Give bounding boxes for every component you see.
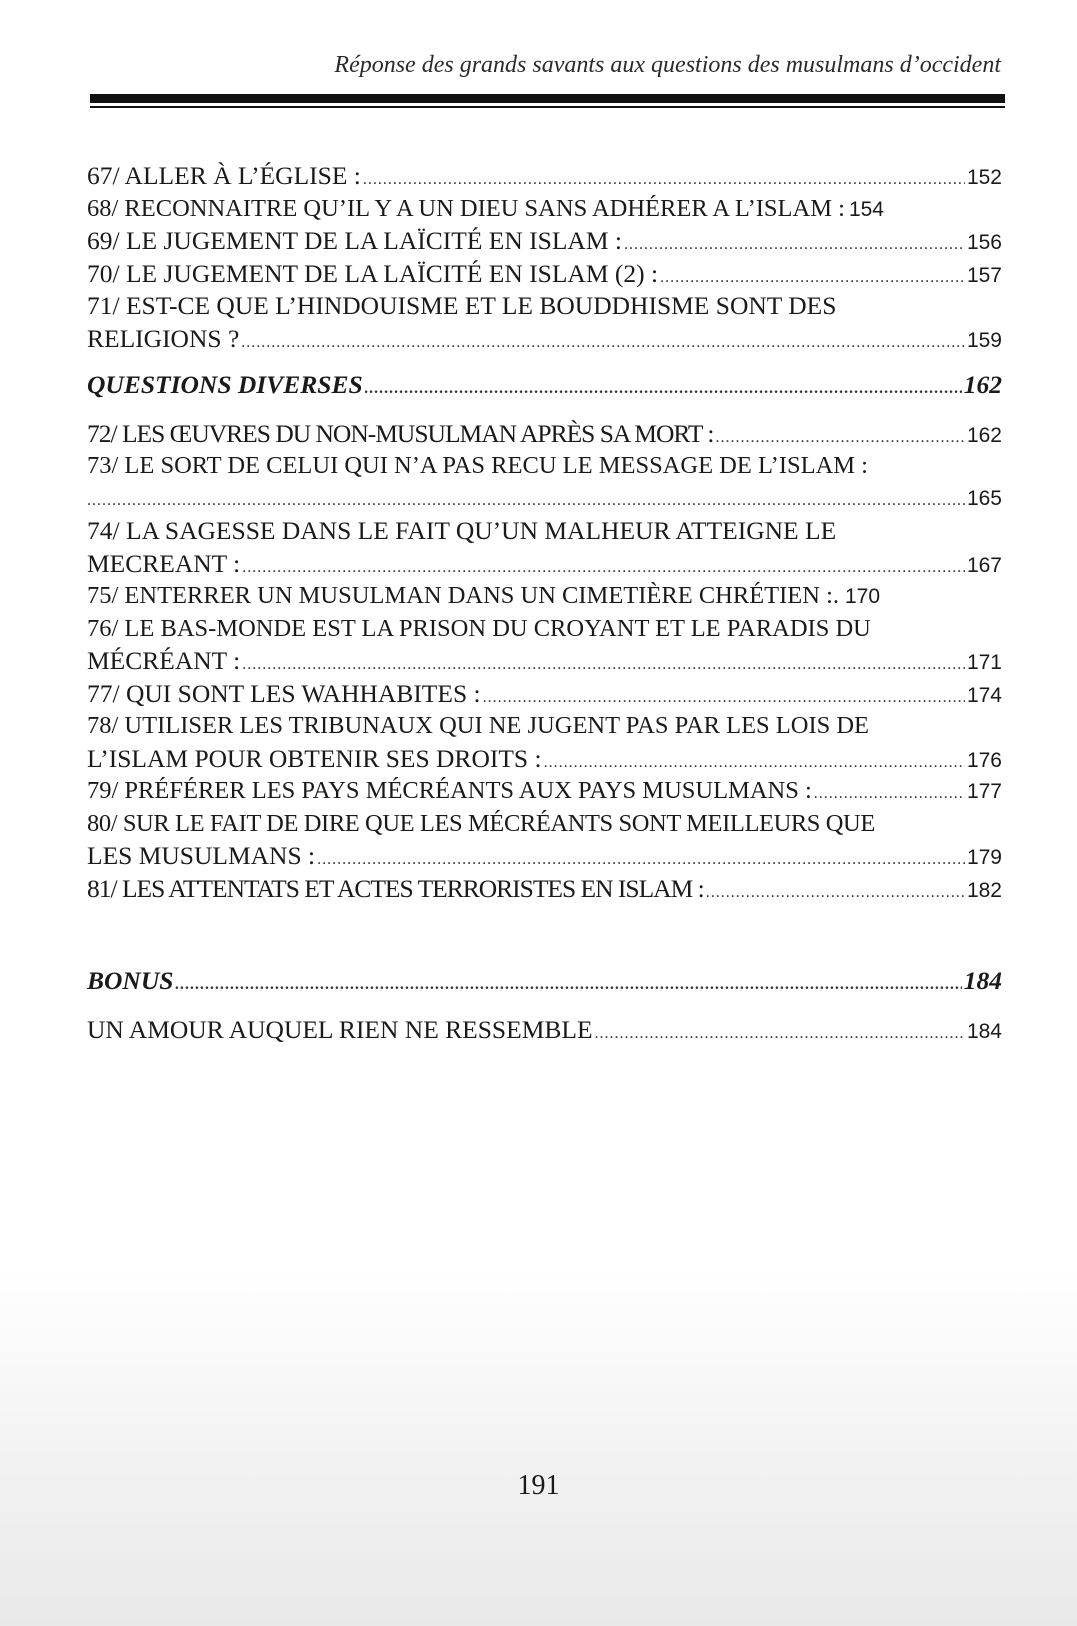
- spacer: [87, 905, 1002, 951]
- toc-entry-73-first-line[interactable]: 73/ LE SORT DE CELUI QUI N’A PAS RECU LE MESSAGE DE L’ISLAM :: [87, 452, 868, 479]
- toc-entry-78[interactable]: [87, 743, 1002, 776]
- toc-entry-81[interactable]: [87, 873, 1002, 906]
- toc-entry-text: 77/ QUI SONT LES WAHHABITES :: [87, 678, 481, 708]
- toc-entry-text: 75/ ENTERRER UN MUSULMAN DANS UN CIMETIÈRE CHRÉTIEN :.: [87, 582, 839, 609]
- toc-entry-68[interactable]: [87, 193, 1002, 226]
- toc-entry-text: 69/ LE JUGEMENT DE LA LAÏCITÉ EN ISLAM :: [87, 226, 622, 255]
- dot-leader: [365, 373, 962, 406]
- table-of-contents: [87, 160, 1002, 1046]
- toc-entry-78-first-line[interactable]: 78/ UTILISER LES TRIBUNAUX QUI NE JUGENT PAS PAR LES LOIS DE: [87, 712, 870, 739]
- toc-entry-page: 152: [966, 166, 1002, 189]
- dot-leader: [241, 327, 965, 360]
- toc-section-title: QUESTIONS DIVERSES: [87, 370, 363, 399]
- toc-entry-text: 79/ PRÉFÉRER LES PAYS MÉCRÉANTS AUX PAYS MUSULMANS :: [87, 777, 812, 804]
- toc-entry-text: 81/ LES ATTENTATS ET ACTES TERRORISTES EN ISLAM :: [87, 873, 704, 903]
- dot-leader: [624, 229, 965, 262]
- toc-entry-80[interactable]: [87, 840, 1002, 873]
- toc-entry-page: 159: [966, 328, 1002, 352]
- toc-entry-74[interactable]: [87, 548, 1002, 581]
- toc-entry-text: LES MUSULMANS :: [87, 841, 316, 870]
- dot-leader: [814, 778, 965, 811]
- toc-entry-74-first-line[interactable]: 74/ LA SAGESSE DANS LE FAIT QU’UN MALHEUR ATTEIGNE LE: [87, 516, 837, 545]
- toc-entry-page: 174: [966, 683, 1002, 707]
- toc-entry-text: 70/ LE JUGEMENT DE LA LAÏCITÉ EN ISLAM (2) :: [87, 258, 659, 288]
- dot-leader: [175, 969, 961, 1002]
- toc-entry-71[interactable]: [87, 323, 1002, 356]
- toc-entry-page: 171: [966, 651, 1002, 674]
- toc-entry-page: 176: [966, 748, 1002, 772]
- header-rule-thin: [90, 106, 1005, 108]
- toc-entry-73[interactable]: [87, 483, 1002, 516]
- toc-group-1: [87, 160, 1002, 355]
- toc-group-3: [87, 1014, 1002, 1047]
- toc-group-2: [87, 418, 1002, 906]
- toc-entry-page: 184: [966, 1019, 1002, 1043]
- toc-section-title: BONUS: [87, 966, 174, 995]
- toc-entry-page: 177: [966, 780, 1002, 803]
- toc-entry-75[interactable]: [87, 580, 1002, 613]
- toc-entry-page: 162: [966, 423, 1002, 447]
- toc-entry-page: 156: [966, 231, 1002, 254]
- toc-entry-80-first-line[interactable]: 80/ SUR LE FAIT DE DIRE QUE LES MÉCRÉANTS SONT MEILLEURS QUE: [87, 809, 875, 837]
- dot-leader: [595, 1018, 965, 1051]
- toc-entry-text: 68/ RECONNAITRE QU’IL Y A UN DIEU SANS ADHÉRER A L’ISLAM :: [87, 194, 845, 222]
- toc-entry-text: MECREANT :: [87, 548, 241, 578]
- toc-entry-70[interactable]: [87, 258, 1002, 291]
- toc-entry-72[interactable]: [87, 418, 1002, 451]
- toc-entry-page: 179: [966, 846, 1002, 869]
- toc-entry-page: 157: [966, 263, 1002, 287]
- toc-entry-text: RELIGIONS ?: [87, 323, 240, 353]
- header-rule-thick: [90, 94, 1005, 103]
- page-number: 191: [517, 1470, 560, 1501]
- toc-entry-page: 170: [845, 585, 881, 608]
- toc-entry-page: 167: [966, 553, 1002, 577]
- toc-entry-text: UN AMOUR AUQUEL RIEN NE RESSEMBLE: [87, 1014, 593, 1044]
- toc-entry-bonus-1[interactable]: [87, 1014, 1002, 1047]
- toc-section-page: 162: [963, 370, 1002, 399]
- toc-entry-76-first-line[interactable]: 76/ LE BAS-MONDE EST LA PRISON DU CROYANT ET LE PARADIS DU: [87, 614, 871, 642]
- toc-entry-page: 182: [966, 878, 1002, 902]
- toc-entry-71-first-line[interactable]: 71/ EST-CE QUE L’HINDOUISME ET LE BOUDDHISME SONT DES: [87, 291, 837, 320]
- toc-entry-text: MÉCRÉANT :: [87, 646, 241, 675]
- toc-section-bonus[interactable]: [87, 965, 1002, 998]
- toc-section-questions-diverses[interactable]: [87, 369, 1002, 402]
- toc-entry-69[interactable]: [87, 225, 1002, 258]
- dot-leader: [87, 485, 965, 518]
- toc-entry-67[interactable]: [87, 160, 1002, 193]
- toc-entry-text: 67/ ALLER À L’ÉGLISE :: [87, 161, 361, 190]
- toc-entry-79[interactable]: [87, 775, 1002, 808]
- dot-leader: [706, 877, 965, 910]
- toc-entry-text: L’ISLAM POUR OBTENIR SES DROITS :: [87, 743, 542, 773]
- toc-entry-page: 165: [966, 486, 1002, 510]
- toc-entry-76[interactable]: [87, 645, 1002, 678]
- toc-entry-77[interactable]: [87, 678, 1002, 711]
- toc-section-page: 184: [963, 966, 1002, 995]
- running-header: Réponse des grands savants aux questions des musulmans d’occident: [334, 52, 1001, 78]
- toc-entry-page: 154: [848, 197, 884, 221]
- toc-entry-text: 72/ LES ŒUVRES DU NON-MUSULMAN APRÈS SA MORT :: [87, 418, 714, 448]
